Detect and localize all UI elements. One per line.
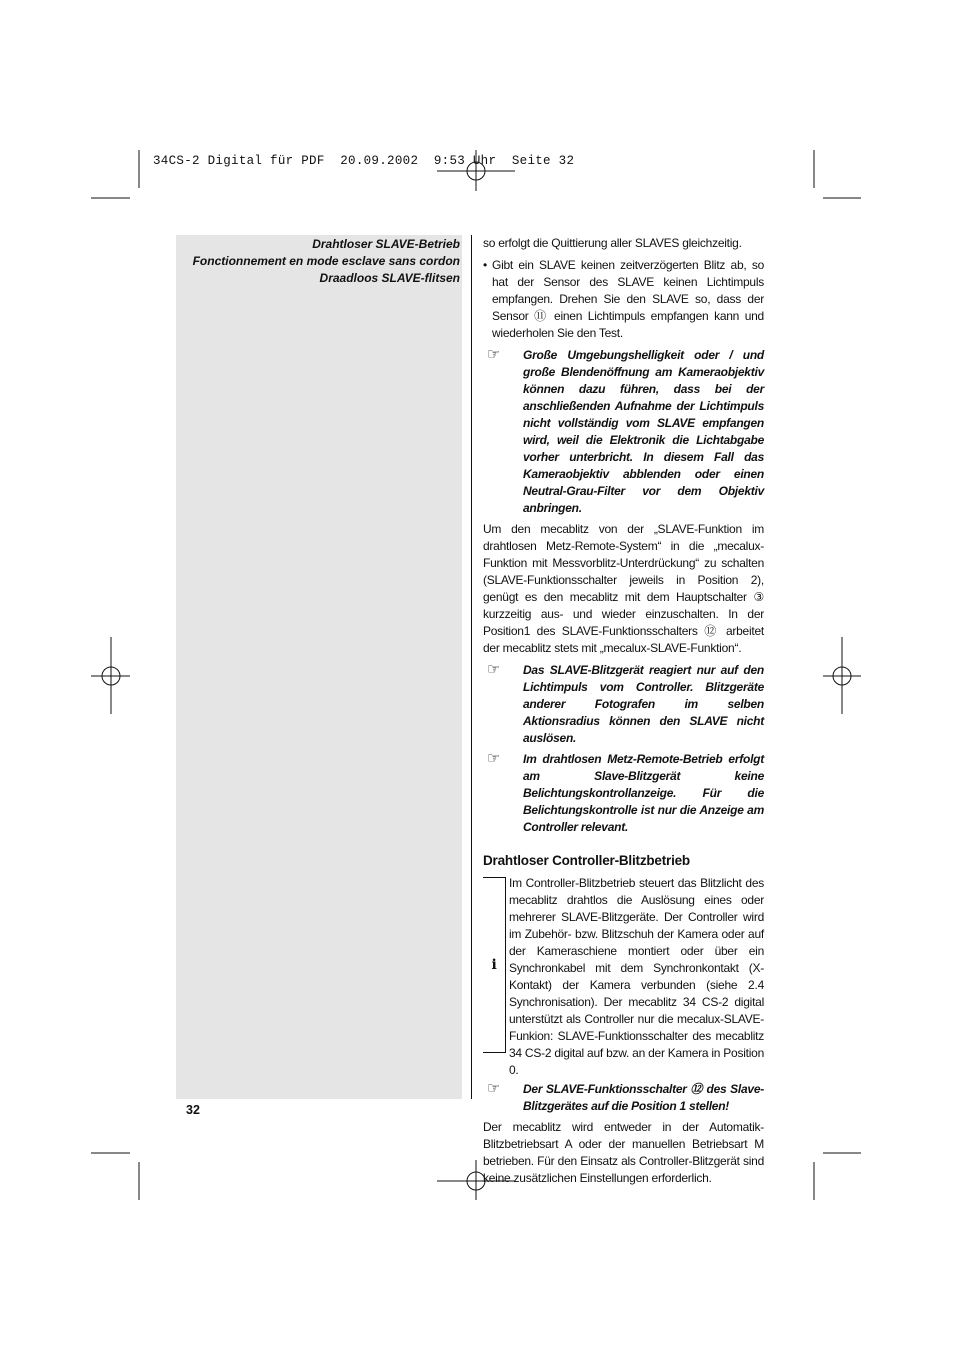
section-title-nl: Draadloos SLAVE-flitsen — [319, 271, 460, 285]
column-divider — [471, 235, 472, 1099]
paragraph-mecalux: Um den mecablitz von der „SLAVE-Funktion im drahtlosen Metz-Remote-System“ in die „mecalux-Funktion mit Messvorblitz-Unterdrückung“ zu schalten (SLAVE-Funktionsschalter jeweils in Position 2), genügt es den mecablitz mit dem Hauptschalter ③ kurzzeitig aus- und wieder einzuschalten. In der Position1 des SLAVE-Funktionsschalters ⑫ arbeitet der mecablitz stets mit „mecalux-SLAVE-Funktion“. — [483, 522, 764, 655]
bullet-text: Gibt ein SLAVE keinen zeitverzögerten Blitz ab, so hat der Sensor des SLAVE keinen Lichtimpuls empfangen. Drehen Sie den SLAVE so, dass der Sensor ⑪ einen Lichtimpuls empfangen kann und wiederholen Sie den Test. — [492, 258, 764, 340]
note-text: Im drahtlosen Metz-Remote-Betrieb erfolgt am Slave-Blitzgerät keine Belichtungskontrollanzeige. Für die Belichtungskontrolle ist nur die Anzeige am Controller relevant. — [523, 752, 764, 834]
note-text: Das SLAVE-Blitzgerät reagiert nur auf den Lichtimpuls vom Controller. Blitzgeräte anderer Fotografen im selben Aktionsradius können den SLAVE nicht auslösen. — [523, 663, 764, 745]
main-text-column — [483, 235, 764, 1192]
heading-controller: Drahtloser Controller-Blitzbetrieb — [483, 853, 690, 868]
page-number: 32 — [186, 1103, 200, 1117]
info-icon: i — [491, 956, 497, 973]
paragraph-intro: so erfolgt die Quittierung aller SLAVES gleichzeitig. — [483, 236, 742, 250]
bullet-item — [483, 257, 764, 342]
note-1 — [483, 347, 764, 517]
info-block — [483, 875, 764, 1079]
info-text: Im Controller-Blitzbetrieb steuert das Blitzlicht des mecablitz drahtlos die Auslösung eines oder mehrerer SLAVE-Blitzgeräte. Der Controller wird im Zubehör- bzw. Blitzschuh der Kamera oder auf der Kameraschiene montiert oder über ein Synchronkabel mit dem Synchronkontakt (X-Kontakt) der Kamera verbunden (siehe 2.4 Synchronisation). Der mecablitz 34 CS-2 digital unterstützt als Controller nur die mecalux-SLAVE-Funkion: SLAVE-Funktionsschalter des mecablitz 34 CS-2 digital auf bzw. an der Kamera in Position 0. — [509, 876, 764, 1077]
note-4 — [483, 1081, 764, 1115]
section-title-de: Drahtloser SLAVE-Betrieb — [312, 237, 460, 251]
pointing-hand-icon: ☞ — [487, 661, 501, 678]
left-grey-panel — [176, 235, 462, 1099]
bullet-symbol: • — [483, 258, 487, 272]
info-box — [483, 877, 506, 1053]
note-3 — [483, 751, 764, 836]
pointing-hand-icon: ☞ — [487, 1080, 501, 1097]
section-title-fr: Fonctionnement en mode esclave sans cordon — [192, 254, 460, 268]
section-titles — [193, 236, 460, 287]
note-2 — [483, 662, 764, 747]
note-text: Der SLAVE-Funktionsschalter ⑫ des Slave-Blitzgerätes auf die Position 1 stellen! — [523, 1082, 764, 1113]
pointing-hand-icon: ☞ — [487, 346, 501, 363]
paragraph-final: Der mecablitz wird entweder in der Automatik-Blitzbetriebsart A oder der manuellen Betriebsart M betrieben. Für den Einsatz als Controller-Blitzgerät sind keine zusätzlichen Einstellungen erforderlich. — [483, 1120, 764, 1185]
note-text: Große Umgebungshelligkeit oder / und große Blendenöffnung am Kameraobjektiv können dazu führen, dass bei der anschließenden Aufnahme der Lichtimpuls nicht vollständig vom SLAVE empfangen wird, weil die Elektronik die Lichtabgabe vorher unterbricht. In diesem Fall das Kameraobjektiv abblenden oder einen Neutral-Grau-Filter vor dem Objektiv anbringen. — [523, 348, 764, 515]
pointing-hand-icon: ☞ — [487, 750, 501, 767]
print-header: 34CS-2 Digital für PDF 20.09.2002 9:53 Uhr Seite 32 — [153, 154, 575, 168]
